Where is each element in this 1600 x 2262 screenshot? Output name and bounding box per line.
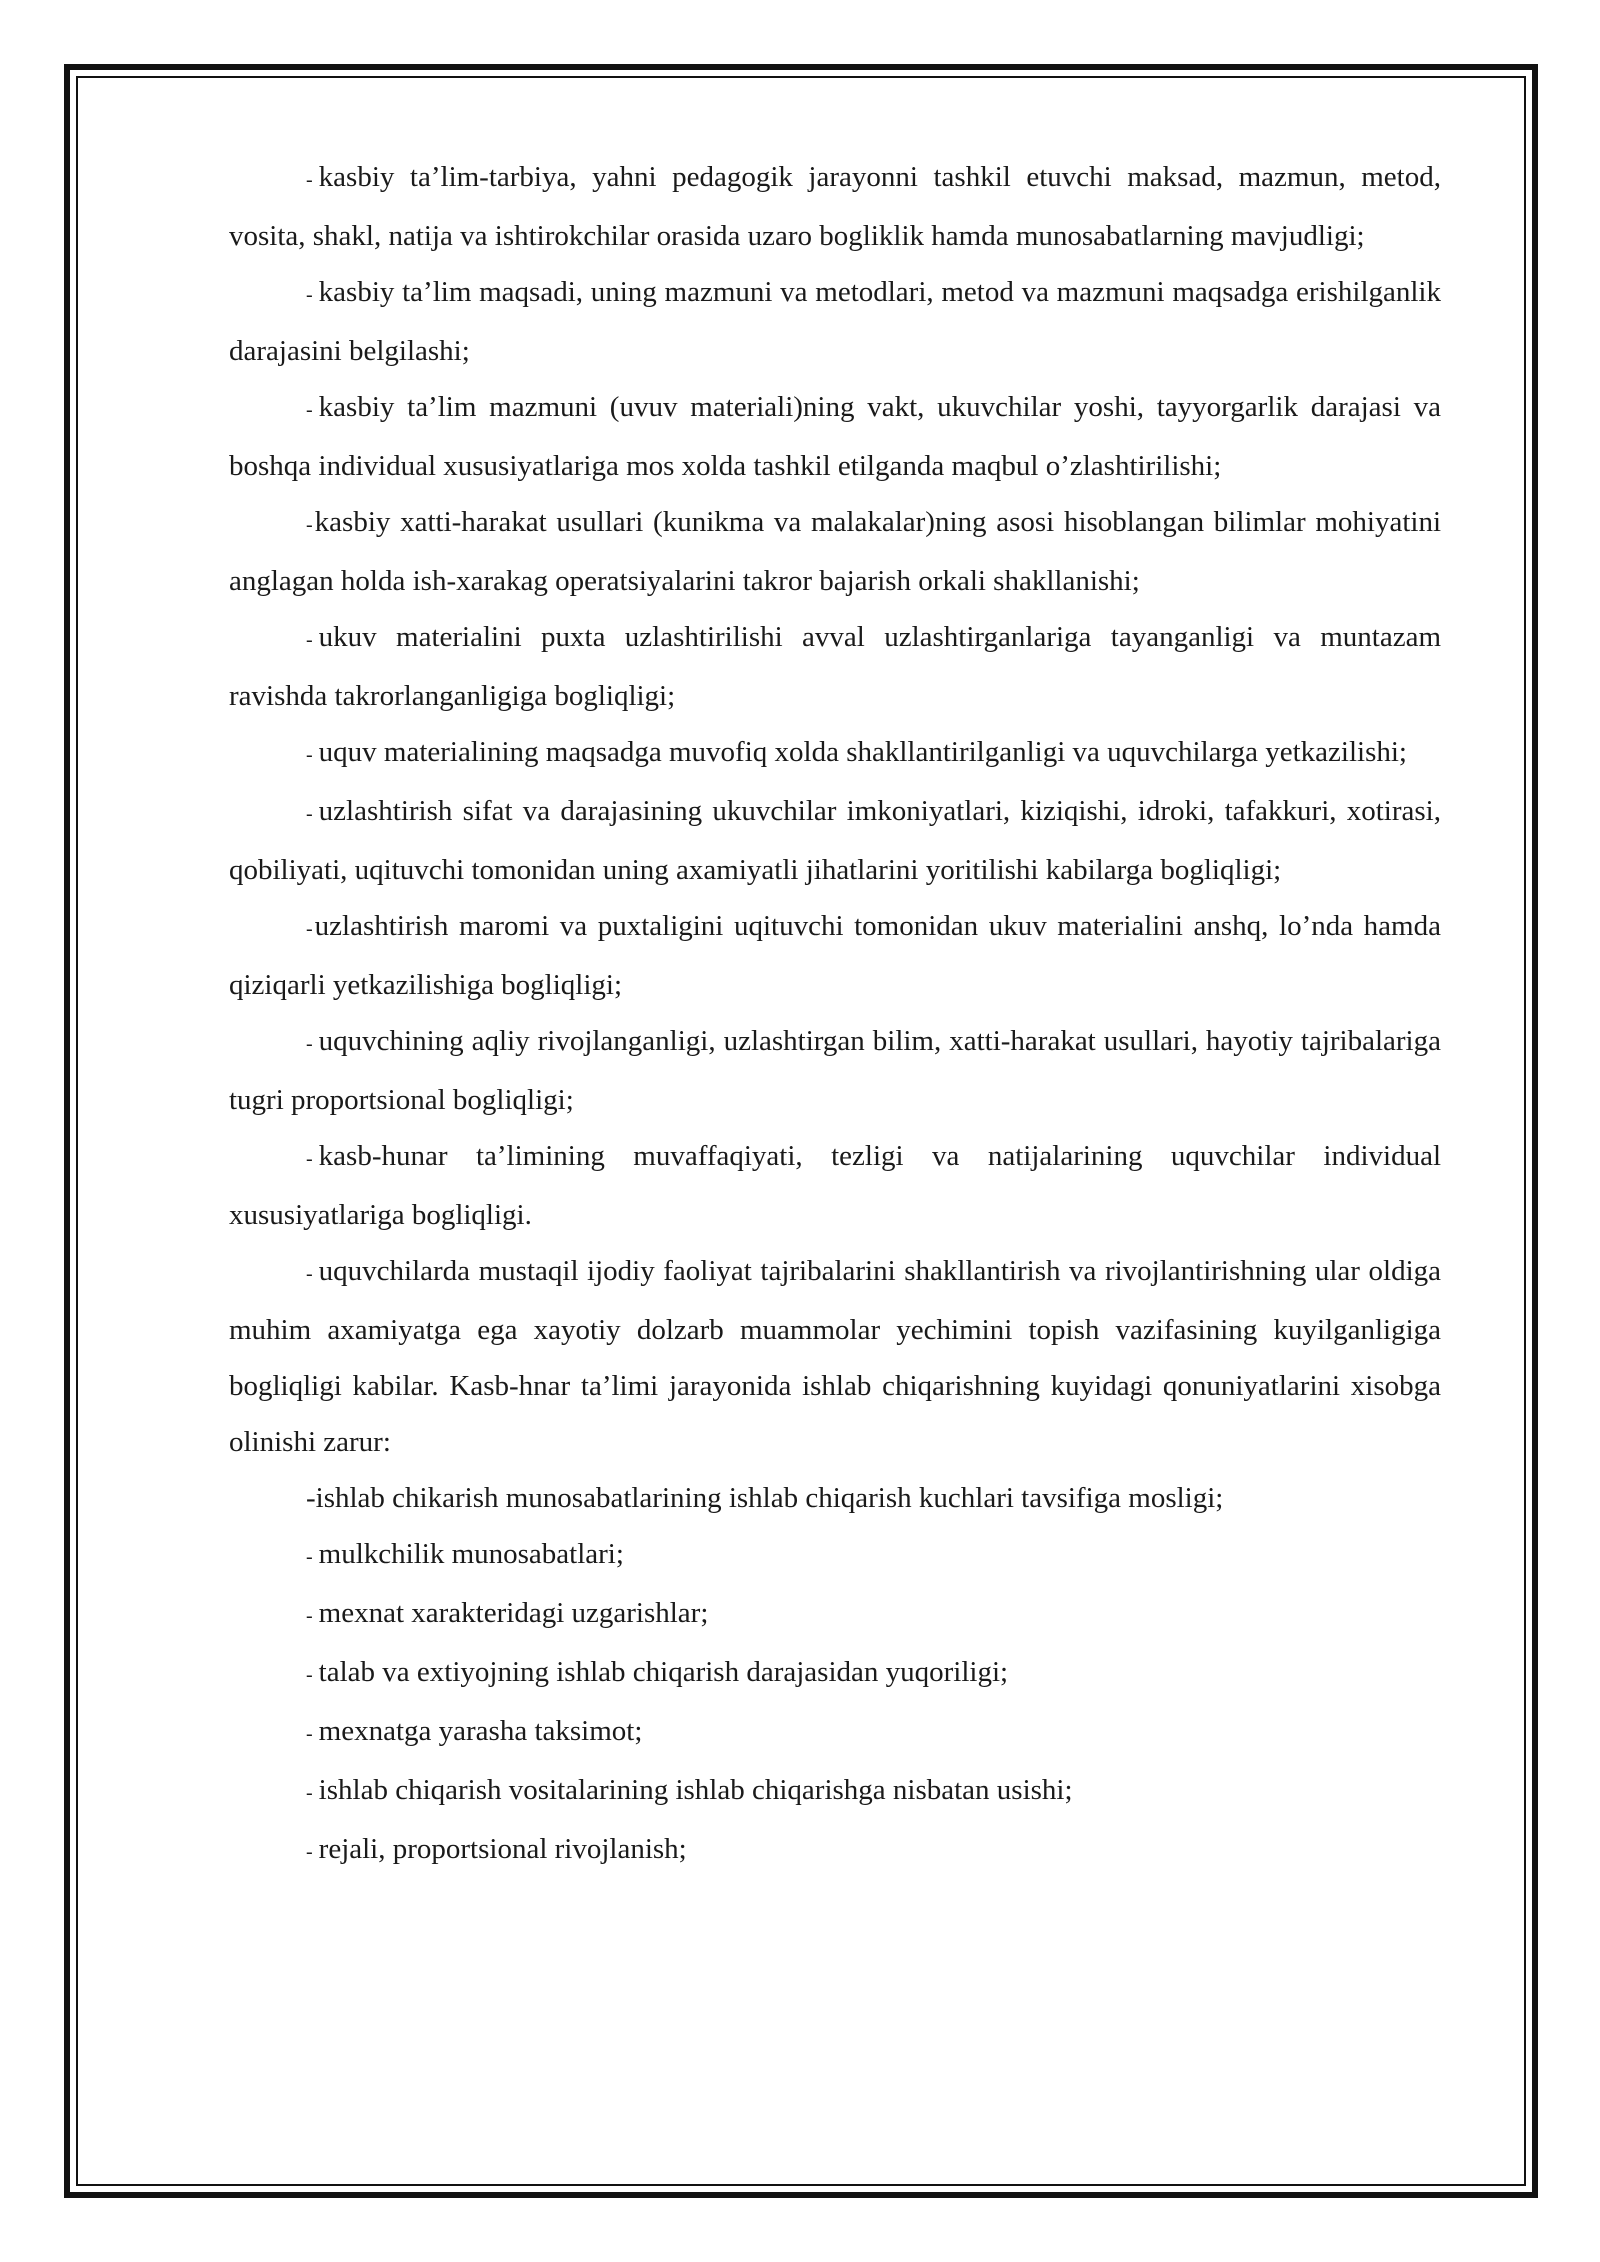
bullet-dash: - (306, 803, 313, 825)
bullet-dash: - (306, 1263, 313, 1285)
list-item (229, 149, 1441, 264)
list-item-text: uquvchilarda mustaqil ijodiy faoliyat tajribalarini shakllantirish va rivojlantirishning ular oldiga muhim axamiyatga ega xayotiy dolzarb muammolar yechimini topish vazifasining kuyilganligiga bogliqligi kabilar. Kasb-hnar ta’limi jarayonida ishlab chiqarishning kuyidagi qonuniyatlarini xisobga olinishi zarur: (229, 1255, 1441, 1458)
list-item-text: talab va extiyojning ishlab chiqarish darajasidan yuqoriligi; (318, 1656, 1009, 1688)
list-item (229, 724, 1441, 783)
document-body (229, 149, 1441, 1880)
list-item-text: uquvchining aqliy rivojlanganligi, uzlashtirgan bilim, xatti-harakat usullari, hayotiy tajribalariga tugri proportsional bogliqligi; (229, 1025, 1441, 1116)
bullet-dash: - (306, 629, 313, 651)
list-item (229, 1821, 1441, 1880)
bullet-dash: - (306, 1605, 313, 1627)
list-item (229, 1128, 1441, 1243)
list-item (229, 1644, 1441, 1703)
list-item-text: kasbiy xatti-harakat usullari (kunikma va malakalar)ning asosi hisoblangan bilimlar mohiyatini anglagan holda ish-xarakag operatsiyalarini takror bajarish orkali shakllanishi; (229, 506, 1441, 597)
bullet-dash: - (306, 399, 313, 421)
list-item-text: kasbiy ta’lim-tarbiya, yahni pedagogik jarayonni tashkil etuvchi maksad, mazmun, metod, vosita, shakl, natija va ishtirokchilar orasida uzaro bogliklik hamda munosabatlarning mavjudligi; (229, 161, 1441, 252)
list-item (229, 1762, 1441, 1821)
list-item-text: mexnatga yarasha taksimot; (318, 1715, 643, 1747)
list-item-text: uzlashtirish maromi va puxtaligini uqituvchi tomonidan ukuv materialini anshq, lo’nda hamda qiziqarli yetkazilishiga bogliqligi; (229, 910, 1441, 1001)
list-item (229, 379, 1441, 494)
list-item-text: rejali, proportsional rivojlanish; (318, 1833, 687, 1865)
bullet-dash: - (306, 514, 313, 536)
bullet-dash: - (306, 918, 313, 940)
bullet-dash: - (306, 1148, 313, 1170)
bullet-dash: - (306, 1841, 313, 1863)
bullet-dash: - (306, 1664, 313, 1686)
list-item (229, 1703, 1441, 1762)
bullet-dash: - (306, 1723, 313, 1745)
list-item (229, 783, 1441, 898)
bullet-dash: - (306, 284, 313, 306)
list-item-text: kasbiy ta’lim mazmuni (uvuv materiali)ning vakt, ukuvchilar yoshi, tayyorgarlik darajasi va boshqa individual xususiyatlariga mos xolda tashkil etilganda maqbul o’zlashtirilishi; (229, 391, 1441, 482)
bullet-dash: - (306, 1782, 313, 1804)
bullet-dash: - (306, 1033, 313, 1055)
bullet-dash: - (306, 1546, 313, 1568)
list-item (229, 1470, 1441, 1526)
bullet-dash: - (306, 169, 313, 191)
list-item-text: uzlashtirish sifat va darajasining ukuvchilar imkoniyatlari, kiziqishi, idroki, tafakkuri, xotirasi, qobiliyati, uqituvchi tomonidan uning axamiyatli jihatlarini yoritilishi kabilarga bogliqligi; (229, 795, 1441, 886)
list-item (229, 1243, 1441, 1470)
list-item-text: mexnat xarakteridagi uzgarishlar; (318, 1597, 709, 1629)
list-item (229, 609, 1441, 724)
list-item-text: mulkchilik munosabatlari; (318, 1538, 624, 1570)
list-item-text: kasbiy ta’lim maqsadi, uning mazmuni va metodlari, metod va mazmuni maqsadga erishilganlik darajasini belgilashi; (229, 276, 1441, 367)
list-item (229, 1585, 1441, 1644)
list-item-text: uquv materialining maqsadga muvofiq xolda shakllantirilganligi va uquvchilarga yetkazilishi; (318, 736, 1407, 768)
list-item (229, 264, 1441, 379)
list-item (229, 1013, 1441, 1128)
list-item (229, 494, 1441, 609)
bullet-dash: - (306, 744, 313, 766)
list-item (229, 1526, 1441, 1585)
list-item-text: ishlab chiqarish vositalarining ishlab chiqarishga nisbatan usishi; (318, 1774, 1073, 1806)
list-item-text: ukuv materialini puxta uzlashtirilishi avval uzlashtirganlariga tayanganligi va muntazam ravishda takrorlanganligiga bogliqligi; (229, 621, 1441, 712)
list-item-text: -ishlab chikarish munosabatlarining ishlab chiqarish kuchlari tavsifiga mosligi; (306, 1482, 1224, 1514)
list-item-text: kasb-hunar ta’limining muvaffaqiyati, tezligi va natijalarining uquvchilar individual xususiyatlariga bogliqligi. (229, 1140, 1441, 1231)
list-item (229, 898, 1441, 1013)
